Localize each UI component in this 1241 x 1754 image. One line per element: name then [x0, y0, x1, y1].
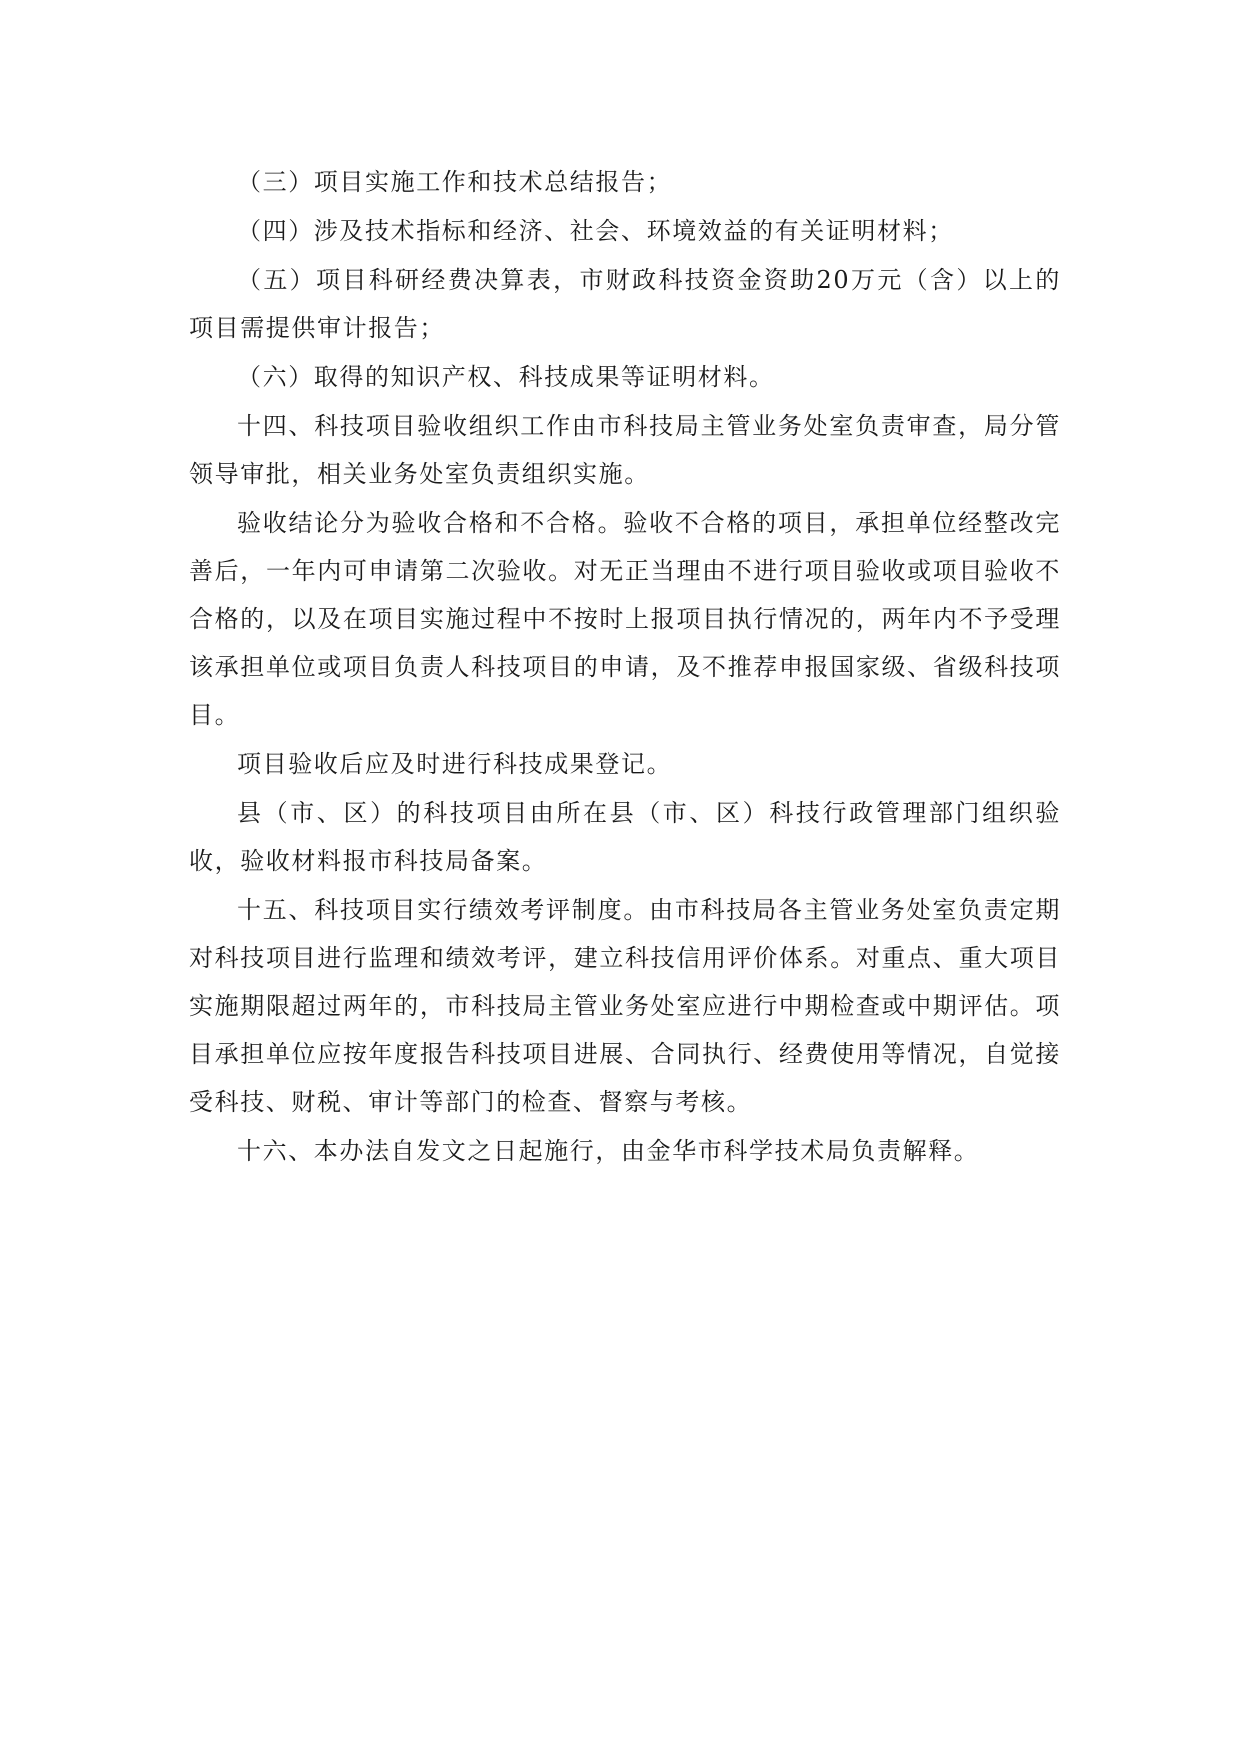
paragraph-registration: 项目验收后应及时进行科技成果登记。 — [237, 750, 673, 778]
paragraph-item-6: （六）取得的知识产权、科技成果等证明材料。 — [237, 363, 775, 391]
paragraph-item-4: （四）涉及技术指标和经济、社会、环境效益的有关证明材料； — [237, 217, 954, 245]
paragraph-article-14: 十四、科技项目验收组织工作由市科技局主管业务处室负责审查，局分管领导审批，相关业务处室负责组织实施。 — [189, 412, 1061, 488]
paragraph-county-projects: 县（市、区）的科技项目由所在县（市、区）科技行政管理部门组织验收，验收材料报市科技局备案。 — [189, 799, 1061, 875]
document-body — [189, 158, 1061, 1176]
paragraph-item-3: （三）项目实施工作和技术总结报告； — [237, 168, 673, 196]
paragraph-item-5: （五）项目科研经费决算表，市财政科技资金资助20万元（含）以上的项目需提供审计报告； — [189, 266, 1061, 342]
paragraph-article-15: 十五、科技项目实行绩效考评制度。由市科技局各主管业务处室负责定期对科技项目进行监理和绩效考评，建立科技信用评价体系。对重点、重大项目实施期限超过两年的，市科技局主管业务处室应进行中期检查或中期评估。项目承担单位应按年度报告科技项目进展、合同执行、经费使用等情况，自觉接受科技、财税、审计等部门的检查、督察与考核。 — [189, 896, 1061, 1116]
paragraph-acceptance-result: 验收结论分为验收合格和不合格。验收不合格的项目，承担单位经整改完善后，一年内可申请第二次验收。对无正当理由不进行项目验收或项目验收不合格的，以及在项目实施过程中不按时上报项目执行情况的，两年内不予受理该承担单位或项目负责人科技项目的申请，及不推荐申报国家级、省级科技项目。 — [189, 509, 1061, 729]
paragraph-article-16: 十六、本办法自发文之日起施行，由金华市科学技术局负责解释。 — [237, 1137, 980, 1165]
